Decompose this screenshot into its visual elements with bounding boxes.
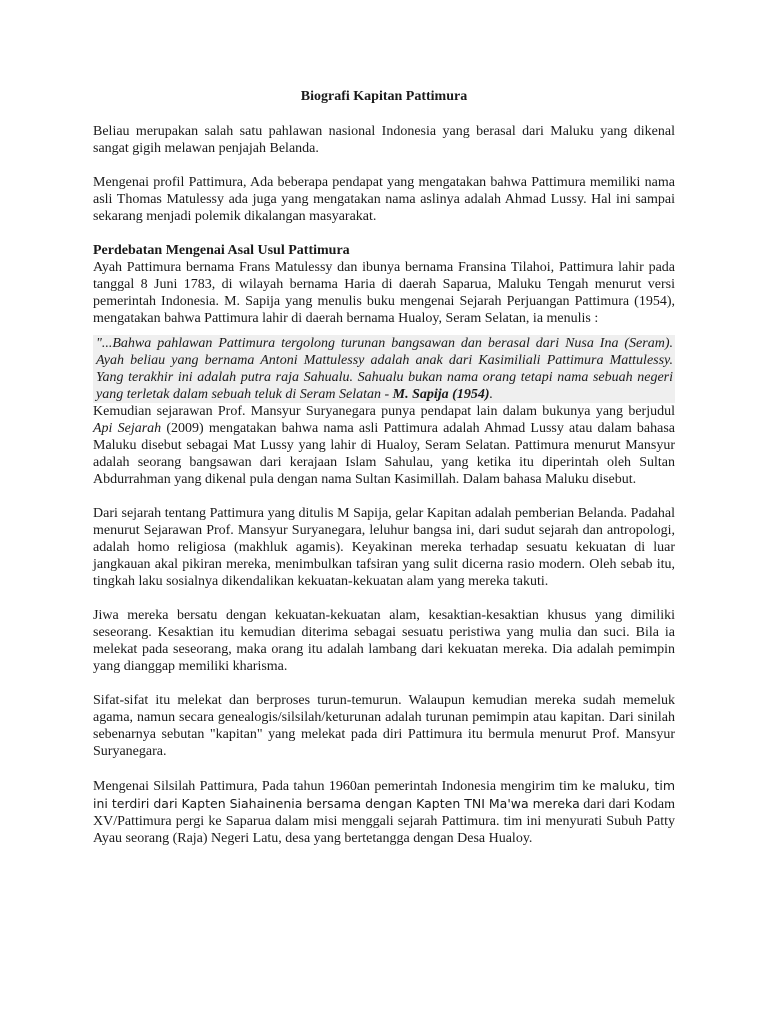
paragraph-mansyur-a: Kemudian sejarawan Prof. Mansyur Suryanegara punya pendapat lain dalam bukunya yang berjudul [93,404,675,419]
quote-author: M. Sapija (1954) [392,387,490,402]
paragraph-mansyur-b: (2009) mengatakan bahwa nama asli Pattimura adalah Ahmad Lussy atau dalam bahasa Maluku disebut sebagai Mat Lussy yang lahir di Hualoy, Seram Selatan. Pattimura menurut Mansyur adalah seorang bangsawan dari kerajaan Islam Sahulau, yang ketika itu diperintah oleh Sultan Abdurrahman yang dikenal pula dengan nama Sultan Kasimillah. Dalam bahasa Maluku disebut. [93,421,675,487]
block-quote [93,335,675,403]
paragraph-profile: Mengenai profil Pattimura, Ada beberapa pendapat yang mengatakan bahwa Pattimura memiliki nama asli Thomas Matulessy ada juga yang mengatakan nama aslinya adalah Ahmad Lussy. Hal ini sampai sekarang menjadi polemik dikalangan masyarakat. [93,175,675,224]
document-title: Biografi Kapitan Pattimura [300,89,468,104]
paragraph-birth: Ayah Pattimura bernama Frans Matulessy dan ibunya bernama Fransina Tilahoi, Pattimura lahir pada tanggal 8 Juni 1783, di wilayah bernama Haria di daerah Saparua, Maluku Tengah menurut versi pemerintah Indonesia. M. Sapija yang menulis buku mengenai Sejarah Perjuangan Pattimura (1954), mengatakan bahwa Pattimura lahir di daerah bernama Hualoy, Seram Selatan, ia menulis : [93,260,675,326]
paragraph-kapitan-title: Dari sejarah tentang Pattimura yang ditulis M Sapija, gelar Kapitan adalah pemberian Belanda. Padahal menurut Sejarawan Prof. Mansyur Suryanegara, leluhur bangsa ini, dari sudut sejarah dan antropologi, adalah homo religiosa (makhluk agamis). Keyakinan mereka terhadap sesuatu kekuatan di luar jangkauan akal pikiran mereka, menimbulkan tafsiran yang sulit dicerna rasio modern. Oleh sebab itu, tingkah laku sosialnya dikendalikan kekuatan-kekuatan alam yang mereka takuti. [93,506,675,589]
lineage-line-1: Mengenai Silsilah Pattimura, Pada tahun 1960an pemerintah Indonesia mengirim tim ke [93,779,596,794]
lineage-rest: dari dari Kodam XV/Pattimura pergi ke Saparua dalam misi menggali sejarah Pattimura. tim ini menyurati Subuh Patty Ayau seorang (Raja) Negeri Latu, desa yang bertetangga dengan Desa Hualoy. [93,797,676,846]
lineage-line-2: maluku, tim ini terdiri dari Kapten Siahainenia bersama dengan Kapten TNI Ma'wa mereka [93,778,676,811]
paragraph-traits: Sifat-sifat itu melekat dan berproses turun-temurun. Walaupun kemudian mereka sudah memeluk agama, namun secara genealogis/silsilah/keturunan adalah turunan pemimpin atau kapitan. Dari sinilah sebenarnya sebutan "kapitan" yang melekat pada diri Pattimura itu bermula menurut Prof. Mansyur Suryanegara. [93,693,675,759]
paragraph-lineage [93,777,675,847]
quote-text: "...Bahwa pahlawan Pattimura tergolong turunan bangsawan dan berasal dari Nusa Ina (Seram). Ayah beliau yang bernama Antoni Mattulessy adalah anak dari Kasimiliali Pattimura Mattulessy. Yang terakhir ini adalah putra raja Sahualu. Sahualu bukan nama orang tetapi nama sebuah negeri yang terletak dalam sebuah teluk di Seram Selatan - [96,336,673,402]
paragraph-spirit: Jiwa mereka bersatu dengan kekuatan-kekuatan alam, kesaktian-kesaktian khusus yang dimiliki seseorang. Kesaktian itu kemudian diterima sebagai sesuatu peristiwa yang mulia dan suci. Bila ia melekat pada seseorang, maka orang itu adalah lambang dari kekuatan mereka. Dia adalah pemimpin yang dianggap memiliki kharisma. [93,608,675,674]
paragraph-mansyur [93,403,675,488]
quote-end: . [489,387,494,402]
book-title: Api Sejarah [93,421,162,436]
paragraph-intro: Beliau merupakan salah satu pahlawan nasional Indonesia yang berasal dari Maluku yang dikenal sangat gigih melawan penjajah Belanda. [93,124,675,156]
section-heading: Perdebatan Mengenai Asal Usul Pattimura [93,243,350,258]
